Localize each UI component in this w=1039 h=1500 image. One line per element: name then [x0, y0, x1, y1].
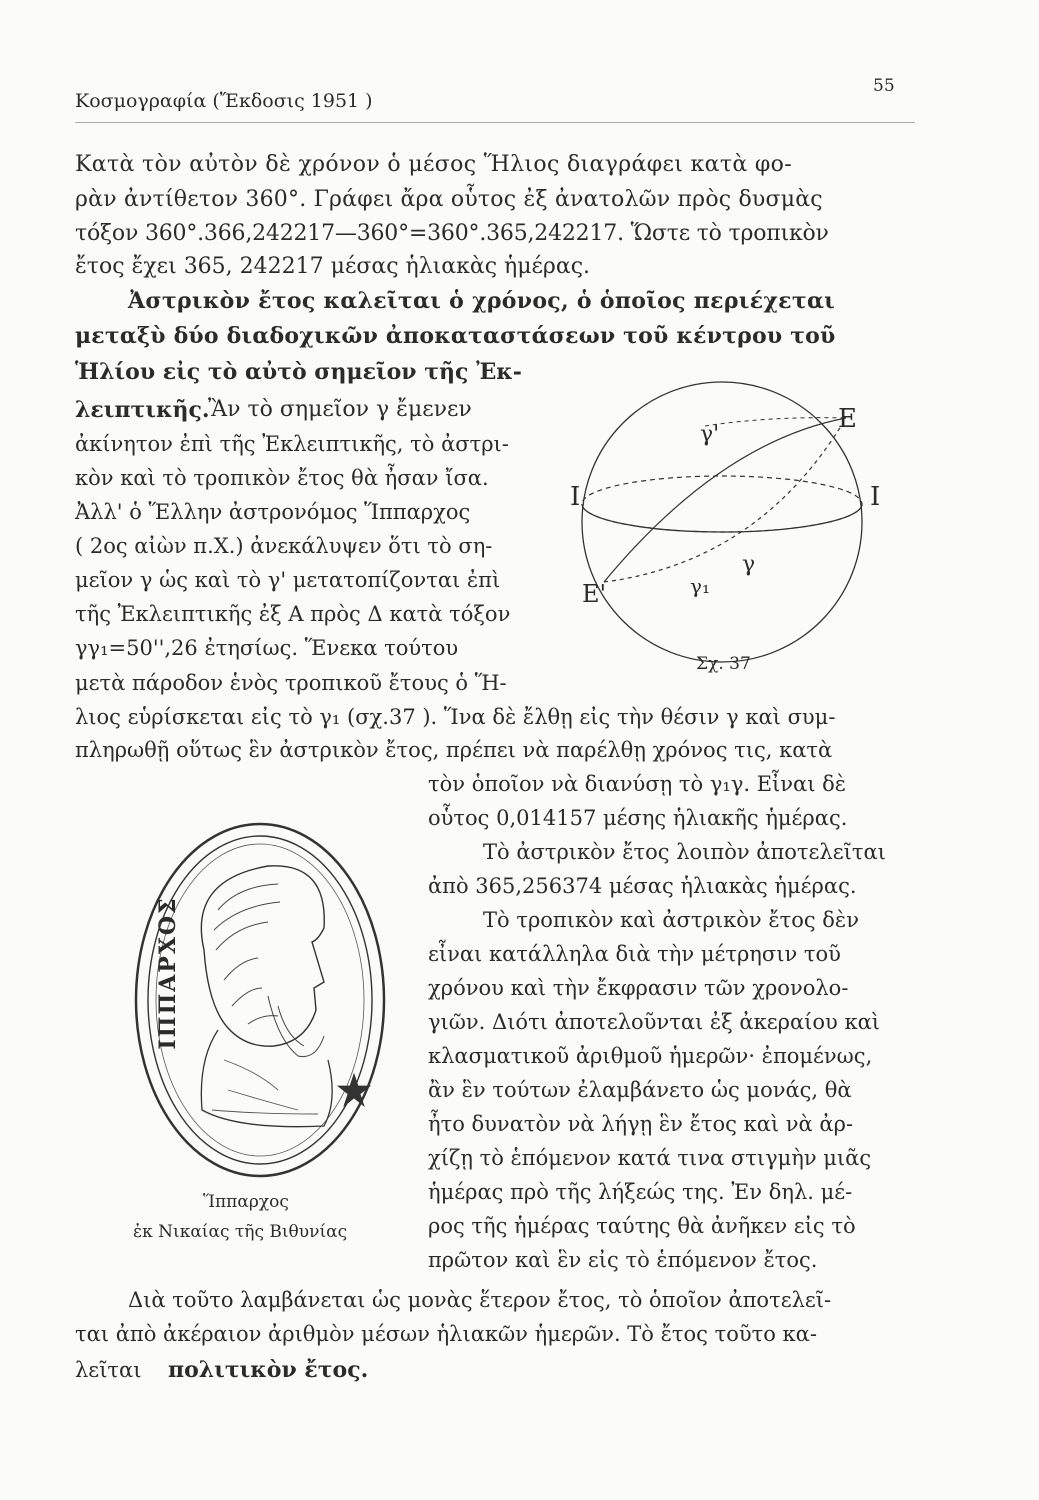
portrait-caption-name: Ἵππαρχος — [203, 1192, 289, 1212]
hipparchus-portrait — [128, 810, 398, 1180]
text-line: ἡμέρας πρὸ τῆς λήξεώς της. Ἐν δηλ. μέ- — [428, 1180, 853, 1204]
figure-37 — [570, 362, 900, 692]
label-I-left: I — [570, 482, 581, 512]
text-line: Τὸ ἀστρικὸν ἔτος λοιπὸν ἀποτελεῖται — [483, 840, 886, 864]
text-line: ρος τῆς ἡμέρας ταύτης θὰ ἀνῆκεν εἰς τὸ — [428, 1214, 856, 1238]
text-line: πληρωθῇ οὕτως ἓν ἀστρικὸν ἔτος, πρέπει νὰ παρέλθῃ χρόνος τις, κατὰ — [75, 738, 833, 762]
header-rule — [75, 122, 915, 123]
star-icon — [338, 1074, 370, 1106]
text-line: πρῶτον καὶ ἓν εἰς τὸ ἑπόμενον ἔτος. — [428, 1248, 818, 1272]
definition-line: Ἡλίου εἰς τὸ αὐτὸ σημεῖον τῆς Ἐκ- — [75, 359, 522, 385]
figure-37-caption: Σχ. 37 — [696, 654, 751, 674]
text-line: χίζῃ τὸ ἑπόμενον κατά τινα στιγμὴν μιᾶς — [428, 1146, 872, 1170]
text-line: ἂν ἓν τούτων ἐλαμβάνετο ὡς μονάς, θὰ — [428, 1078, 852, 1102]
label-gamma: γ — [742, 552, 756, 577]
label-E: E — [838, 404, 857, 434]
text-line: χρόνου καὶ τὴν ἔκφρασιν τῶν χρονολο- — [428, 976, 849, 1000]
text-line: γγ₁=50'',26 ἐτησίως. Ἕνεκα τούτου — [75, 636, 459, 660]
text-line: λεῖται — [75, 1358, 142, 1382]
text-line: ρὰν ἀντίθετον 360°. Γράφει ἄρα οὗτος ἐξ ἀνατολῶν πρὸς δυσμὰς — [75, 187, 823, 212]
label-I-right: I — [870, 482, 881, 512]
label-E-prime: E' — [582, 580, 607, 608]
text-line: εἶναι κατάλληλα διὰ τὴν μέτρησιν τοῦ — [428, 942, 841, 966]
text-line: γιῶν. Διότι ἀποτελοῦνται ἐξ ἀκεραίου καὶ — [428, 1010, 880, 1034]
text-line: μεῖον γ ὡς καὶ τὸ γ' μετατοπίζονται ἐπὶ — [75, 568, 501, 592]
text-line: Κατὰ τὸν αὐτὸν δὲ χρόνον ὁ μέσος Ἥλιος διαγράφει κατὰ φο- — [75, 152, 793, 177]
text-line: τῆς Ἐκλειπτικῆς ἐξ Α πρὸς Δ κατὰ τόξον — [75, 602, 511, 626]
text-line: μετὰ πάροδον ἑνὸς τροπικοῦ ἔτους ὁ Ἥ- — [75, 671, 507, 695]
term-politikon-etos: πολιτικὸν ἔτος. — [168, 1357, 369, 1383]
definition-line: Ἀστρικὸν ἔτος καλεῖται ὁ χρόνος, ὁ ὁποῖος περιέχεται — [128, 288, 836, 314]
portrait-caption-origin: ἐκ Νικαίας τῆς Βιθυνίας — [133, 1222, 348, 1242]
label-gamma-prime: γ' — [700, 422, 720, 447]
definition-line: μεταξὺ δύο διαδοχικῶν ἀποκαταστάσεων τοῦ κέντρου τοῦ — [75, 323, 836, 349]
text-line: οὗτος 0,014157 μέσης ἡλιακῆς ἡμέρας. — [428, 806, 848, 830]
definition-line: λειπτικῆς. — [75, 397, 210, 423]
text-line: ἀπὸ 365,256374 μέσας ἡλιακὰς ἡμέρας. — [428, 874, 857, 898]
text-line: ( 2ος αἰὼν π.Χ.) ἀνεκάλυψεν ὅτι τὸ ση- — [75, 534, 493, 558]
text-line: τὸν ὁποῖον νὰ διανύσῃ τὸ γ₁γ. Εἶναι δὲ — [428, 772, 847, 796]
text-line: ται ἀπὸ ἀκέραιον ἀριθμὸν μέσων ἡλιακῶν ἡμερῶν. Τὸ ἔτος τοῦτο κα- — [75, 1322, 817, 1346]
text-line: τόξον 360°.366,242217—360°=360°.365,242217. Ὥστε τὸ τροπικὸν — [75, 221, 829, 246]
text-line: Ἂν τὸ σημεῖον γ ἔμενεν — [208, 397, 472, 422]
text-line: ἦτο δυνατὸν νὰ λήγῃ ἓν ἔτος καὶ νὰ ἀρ- — [428, 1112, 854, 1136]
text-line: λιος εὑρίσκεται εἰς τὸ γ₁ (σχ.37 ). Ἵνα δὲ ἔλθῃ εἰς τὴν θέσιν γ καὶ συμ- — [75, 705, 836, 729]
text-line: Τὸ τροπικὸν καὶ ἀστρικὸν ἔτος δὲν — [483, 908, 859, 932]
portrait-inscription: ΙΠΠΑΡΧΟΣ — [155, 896, 181, 1050]
page-number: 55 — [873, 76, 895, 96]
text-line: κλασματικοῦ ἀριθμοῦ ἡμερῶν· ἐπομένως, — [428, 1044, 873, 1068]
text-line: ἀκίνητον ἐπὶ τῆς Ἐκλειπτικῆς, τὸ ἀστρι- — [75, 432, 509, 456]
text-line: Ἀλλ' ὁ Ἕλλην ἀστρονόμος Ἵππαρχος — [75, 500, 471, 524]
text-line: ἔτος ἔχει 365, 242217 μέσας ἡλιακὰς ἡμέρας. — [75, 254, 591, 279]
text-line: κὸν καὶ τὸ τροπικὸν ἔτος θὰ ἦσαν ἴσα. — [75, 466, 489, 490]
text-line: Διὰ τοῦτο λαμβάνεται ὡς μονὰς ἕτερον ἔτος, τὸ ὁποῖον ἀποτελεῖ- — [128, 1288, 832, 1312]
running-title: Κοσμογραφία (Ἔκδοσις 1951 ) — [75, 90, 373, 112]
label-gamma1: γ₁ — [690, 574, 710, 598]
